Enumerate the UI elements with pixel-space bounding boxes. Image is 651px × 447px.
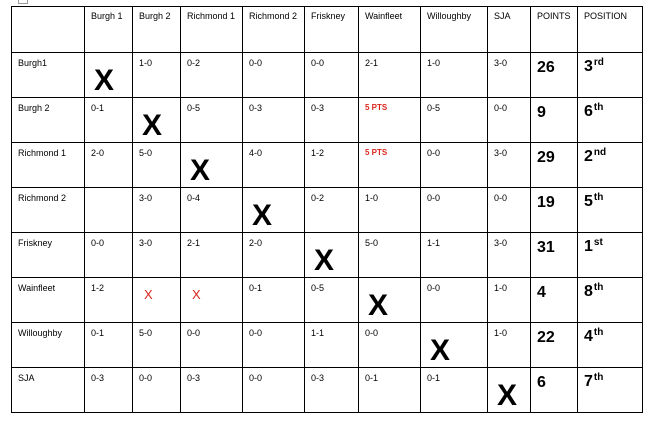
position-cell: [578, 368, 643, 413]
match-score: 0-5: [427, 103, 441, 113]
team-name: Friskney: [18, 238, 53, 248]
points-value: 19: [537, 194, 555, 211]
table-row: [12, 98, 643, 143]
match-score: 1-0: [427, 58, 441, 68]
match-score: 0-1: [365, 373, 379, 383]
match-score: 0-0: [139, 373, 153, 383]
match-score: 0-0: [494, 103, 508, 113]
result-cell: [181, 323, 243, 368]
position-cell: [578, 188, 643, 233]
result-cell: [305, 98, 359, 143]
match-score: 0-0: [494, 193, 508, 203]
points-cell: [531, 323, 578, 368]
position-value: [584, 102, 603, 121]
match-score: 0-0: [311, 58, 325, 68]
column-header: Burgh 1: [85, 7, 133, 53]
self-match-mark: X: [368, 289, 389, 322]
match-score: 4-0: [249, 148, 263, 158]
league-table: [11, 6, 643, 413]
team-cell: [12, 368, 85, 413]
match-score: 2-0: [249, 238, 263, 248]
position-cell: [578, 98, 643, 143]
result-cell: [488, 233, 531, 278]
points-value: 26: [537, 59, 555, 76]
team-cell: [12, 278, 85, 323]
team-name: Richmond 1: [18, 148, 67, 158]
position-number: 2: [584, 148, 593, 165]
points-value: 9: [537, 104, 546, 121]
match-score: 0-0: [249, 373, 263, 383]
result-cell: [488, 143, 531, 188]
points-value: 29: [537, 149, 555, 166]
result-cell: [305, 53, 359, 98]
result-cell: [421, 143, 488, 188]
result-cell: [133, 233, 181, 278]
table-row: [12, 53, 643, 98]
result-cell: [421, 323, 488, 368]
team-name: Burgh 2: [18, 103, 50, 113]
position-suffix: nd: [593, 147, 607, 158]
team-cell: [12, 143, 85, 188]
position-suffix: th: [593, 372, 604, 383]
match-score: 5-0: [139, 328, 153, 338]
match-score: 1-1: [311, 328, 325, 338]
result-cell: [359, 368, 421, 413]
match-score: 0-1: [249, 283, 263, 293]
void-match-mark: X: [192, 287, 201, 302]
team-name: Wainfleet: [18, 283, 56, 293]
team-name: SJA: [18, 373, 35, 383]
match-score: 3-0: [139, 238, 153, 248]
match-score: 1-2: [91, 283, 105, 293]
position-suffix: rd: [593, 57, 604, 68]
points-value: 22: [537, 329, 555, 346]
result-cell: [85, 278, 133, 323]
position-number: 1: [584, 238, 593, 255]
result-cell: [359, 143, 421, 188]
points-value: 6: [537, 374, 546, 391]
match-score: 0-0: [365, 328, 379, 338]
result-cell: [85, 98, 133, 143]
result-cell: [243, 368, 305, 413]
points-cell: [531, 278, 578, 323]
self-match-mark: X: [142, 109, 163, 142]
table-row: [12, 233, 643, 278]
result-cell: [305, 143, 359, 188]
self-match-mark: X: [94, 64, 115, 97]
match-score: 0-1: [427, 373, 441, 383]
result-cell: [133, 143, 181, 188]
position-value: [584, 327, 603, 346]
result-cell: [133, 53, 181, 98]
self-match-mark: X: [190, 154, 211, 187]
result-cell: [243, 188, 305, 233]
result-cell: [421, 233, 488, 278]
position-value: [584, 147, 606, 166]
position-suffix: th: [593, 282, 604, 293]
team-name: Burgh1: [18, 58, 48, 68]
result-cell: [85, 323, 133, 368]
match-score: 1-0: [494, 283, 508, 293]
result-cell: [305, 323, 359, 368]
result-cell: [359, 278, 421, 323]
match-score: 0-4: [187, 193, 201, 203]
team-name: Richmond 2: [18, 193, 67, 203]
match-score: 0-0: [187, 328, 201, 338]
result-cell: [85, 233, 133, 278]
table-row: [12, 278, 643, 323]
result-cell: [488, 368, 531, 413]
table-move-handle[interactable]: [18, 0, 28, 4]
position-value: [584, 372, 603, 391]
position-value: [584, 282, 603, 301]
match-score: 0-0: [249, 58, 263, 68]
points-value: 4: [537, 284, 546, 301]
result-cell: [243, 53, 305, 98]
result-cell: [488, 278, 531, 323]
result-cell: [243, 143, 305, 188]
void-match-mark: X: [144, 287, 153, 302]
result-cell: [359, 233, 421, 278]
result-cell: [305, 188, 359, 233]
column-header: Burgh 2: [133, 7, 181, 53]
result-cell: [133, 188, 181, 233]
table-row: [12, 188, 643, 233]
column-header: Friskney: [305, 7, 359, 53]
column-header: SJA: [488, 7, 531, 53]
position-cell: [578, 53, 643, 98]
self-match-mark: X: [430, 334, 451, 367]
match-score: 3-0: [139, 193, 153, 203]
points-cell: [531, 98, 578, 143]
column-header: Richmond 1: [181, 7, 243, 53]
position-number: 5: [584, 193, 593, 210]
result-cell: [359, 53, 421, 98]
result-cell: [133, 323, 181, 368]
result-cell: [421, 278, 488, 323]
column-header: Richmond 2: [243, 7, 305, 53]
column-header: Willoughby: [421, 7, 488, 53]
team-cell: [12, 323, 85, 368]
points-cell: [531, 368, 578, 413]
header-row: [12, 7, 643, 53]
self-match-mark: X: [497, 379, 518, 412]
result-cell: [488, 98, 531, 143]
position-suffix: th: [593, 192, 604, 203]
match-score: 0-2: [311, 193, 325, 203]
match-score: 1-0: [494, 328, 508, 338]
match-score: 1-2: [311, 148, 325, 158]
match-score: 0-5: [311, 283, 325, 293]
result-cell: [133, 98, 181, 143]
table-row: [12, 143, 643, 188]
match-score: 1-0: [139, 58, 153, 68]
awarded-points-note: 5 PTS: [365, 103, 388, 112]
result-cell: [85, 368, 133, 413]
table-row: [12, 368, 643, 413]
result-cell: [488, 188, 531, 233]
result-cell: [359, 188, 421, 233]
team-cell: [12, 98, 85, 143]
result-cell: [181, 368, 243, 413]
result-cell: [488, 53, 531, 98]
result-cell: [421, 368, 488, 413]
match-score: 0-2: [187, 58, 201, 68]
match-score: 0-0: [249, 328, 263, 338]
position-suffix: th: [593, 327, 604, 338]
result-cell: [421, 98, 488, 143]
result-cell: [243, 233, 305, 278]
team-cell: [12, 53, 85, 98]
position-number: 6: [584, 103, 593, 120]
position-value: [584, 57, 604, 76]
result-cell: [421, 53, 488, 98]
match-score: 0-1: [91, 103, 105, 113]
points-cell: [531, 188, 578, 233]
result-cell: [85, 53, 133, 98]
table-row: [12, 323, 643, 368]
match-score: 0-0: [427, 148, 441, 158]
position-cell: [578, 323, 643, 368]
result-cell: [181, 53, 243, 98]
match-score: 3-0: [494, 58, 508, 68]
match-score: 0-3: [311, 373, 325, 383]
points-cell: [531, 143, 578, 188]
position-number: 7: [584, 373, 593, 390]
position-column-header: POSITION: [578, 7, 643, 53]
match-score: 0-3: [311, 103, 325, 113]
result-cell: [243, 98, 305, 143]
match-score: 2-0: [91, 148, 105, 158]
match-score: 0-0: [91, 238, 105, 248]
team-cell: [12, 233, 85, 278]
position-number: 8: [584, 283, 593, 300]
match-score: 0-3: [91, 373, 105, 383]
result-cell: [421, 188, 488, 233]
position-number: 3: [584, 58, 593, 75]
match-score: 2-1: [365, 58, 379, 68]
points-cell: [531, 53, 578, 98]
points-cell: [531, 233, 578, 278]
position-value: [584, 237, 603, 256]
result-cell: [243, 323, 305, 368]
result-cell: [305, 233, 359, 278]
result-cell: [181, 188, 243, 233]
points-value: 31: [537, 239, 555, 256]
result-cell: [359, 98, 421, 143]
position-cell: [578, 278, 643, 323]
match-score: 0-0: [427, 193, 441, 203]
position-cell: [578, 233, 643, 278]
corner-header-cell: [12, 7, 85, 53]
match-score: 0-5: [187, 103, 201, 113]
result-cell: [305, 368, 359, 413]
match-score: 5-0: [139, 148, 153, 158]
result-cell: [181, 233, 243, 278]
team-cell: [12, 188, 85, 233]
self-match-mark: X: [252, 199, 273, 232]
result-cell: [488, 323, 531, 368]
self-match-mark: X: [314, 244, 335, 277]
position-cell: [578, 143, 643, 188]
match-score: 0-3: [249, 103, 263, 113]
match-score: 0-3: [187, 373, 201, 383]
result-cell: [85, 143, 133, 188]
match-score: 0-0: [427, 283, 441, 293]
column-header: Wainfleet: [359, 7, 421, 53]
awarded-points-note: 5 PTS: [365, 148, 388, 157]
result-cell: [181, 278, 243, 323]
match-score: 1-0: [365, 193, 379, 203]
points-column-header: POINTS: [531, 7, 578, 53]
match-score: 5-0: [365, 238, 379, 248]
result-cell: [85, 188, 133, 233]
position-suffix: th: [593, 102, 604, 113]
match-score: 3-0: [494, 148, 508, 158]
result-cell: [133, 278, 181, 323]
match-score: 1-1: [427, 238, 441, 248]
result-cell: [359, 323, 421, 368]
match-score: 3-0: [494, 238, 508, 248]
team-name: Willoughby: [18, 328, 63, 338]
match-score: 0-1: [91, 328, 105, 338]
result-cell: [133, 368, 181, 413]
match-score: 2-1: [187, 238, 201, 248]
position-value: [584, 192, 603, 211]
result-cell: [181, 98, 243, 143]
position-suffix: st: [593, 237, 603, 248]
position-number: 4: [584, 328, 593, 345]
result-cell: [305, 278, 359, 323]
result-cell: [181, 143, 243, 188]
result-cell: [243, 278, 305, 323]
